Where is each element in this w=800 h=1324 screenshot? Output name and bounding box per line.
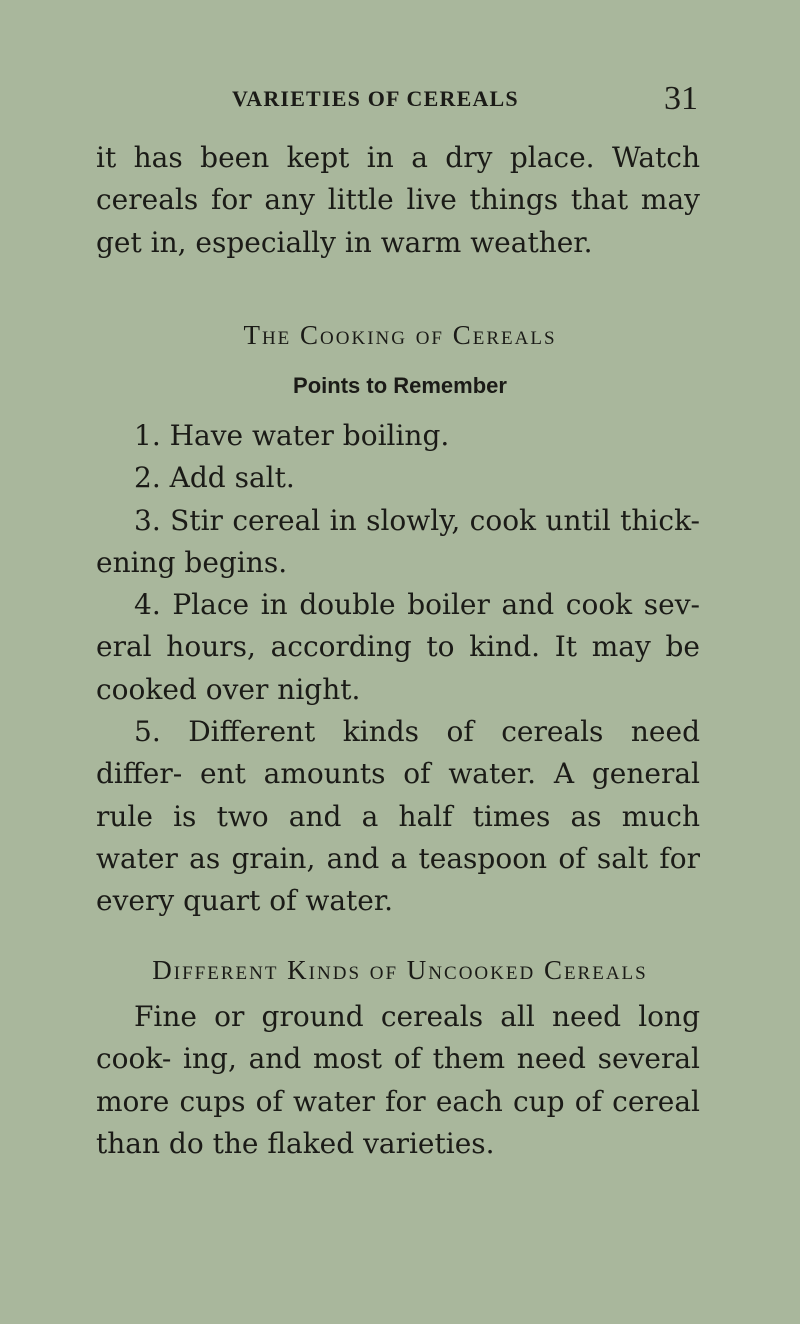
- points-list: [96, 415, 700, 923]
- section-heading-cooking: The Cooking of Cereals: [243, 320, 557, 350]
- subheading-points: Points to Remember: [293, 373, 507, 398]
- kinds-paragraph: Fine or ground cereals all need long cook- ing, and most of them need several more cups of water for each cup of cereal than do the flaked varieties.: [96, 1000, 700, 1160]
- running-title: VARIETIES OF CEREALS: [232, 86, 519, 111]
- list-item: 4. Place in double boiler and cook sev- eral hours, according to kind. It may be cooked over night.: [96, 588, 700, 706]
- list-item: 1. Have water boiling.: [134, 419, 450, 452]
- list-item: 3. Stir cereal in slowly, cook until thick- ening begins.: [96, 503, 700, 579]
- intro-paragraph: it has been kept in a dry place. Watch cereals for any little live things that may get in, especially in warm weather.: [96, 141, 700, 259]
- running-header: [0, 80, 800, 120]
- section-heading-kinds: Different Kinds of Uncooked Cereals: [152, 955, 648, 985]
- list-item: 2. Add salt.: [134, 461, 295, 495]
- page-number: 31: [664, 80, 698, 117]
- list-item: 5. Different kinds of cereals need differ- ent amounts of water. A general rule is two and a half times as much water as grain, and a teaspoon of salt for every quart of water.: [96, 715, 700, 918]
